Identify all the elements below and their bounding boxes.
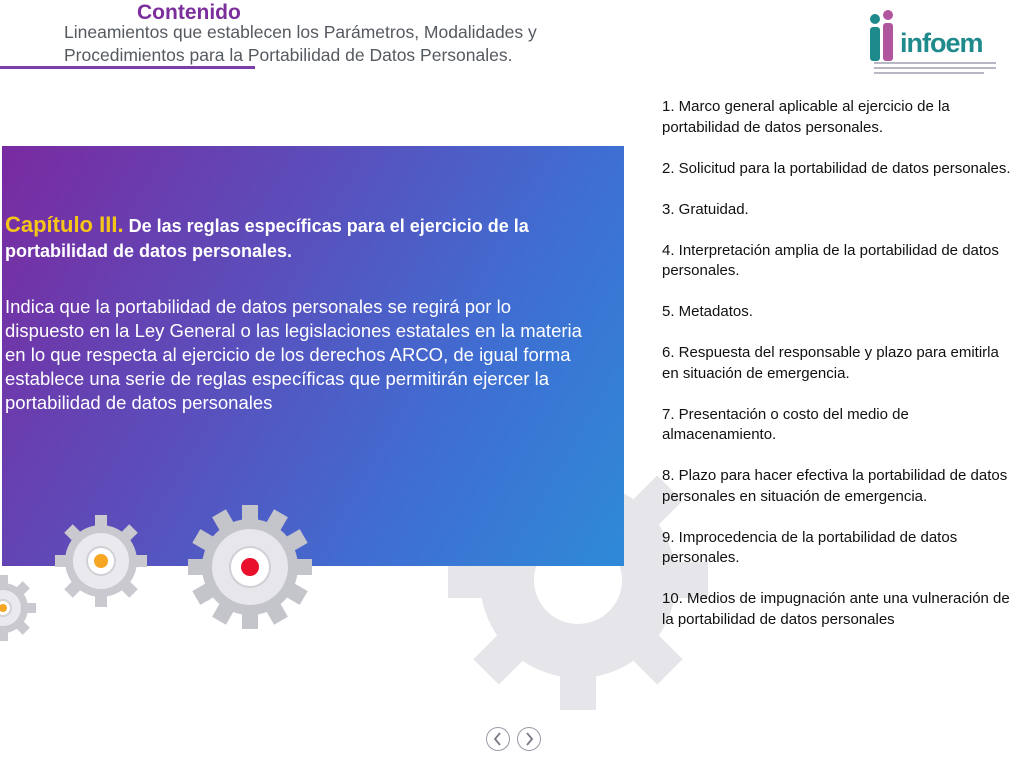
next-button[interactable] — [517, 727, 541, 751]
chapter-heading — [5, 212, 595, 264]
title-underline — [0, 66, 255, 69]
logo-fine-print — [874, 72, 984, 74]
list-item: 1. Marco general aplicable al ejercicio de la portabilidad de datos personales. — [662, 98, 950, 136]
gear-partial-icon — [0, 575, 36, 641]
list-item: 8. Plazo para hacer efectiva la portabilidad de datos personales en situación de emergencia. — [662, 467, 1008, 505]
list-item: 2. Solicitud para la portabilidad de datos personales. — [662, 159, 1011, 177]
list-item: 10. Medios de impugnación ante una vulneración de la portabilidad de datos personales — [662, 590, 1010, 628]
chapter-label: Capítulo III. — [5, 212, 124, 237]
list-item: 6. Respuesta del responsable y plazo para emitirla en situación de emergencia. — [662, 344, 999, 382]
page-subtitle: Lineamientos que establecen los Parámetros, Modalidades y Procedimientos para la Portabilidad de Datos Personales. — [64, 22, 537, 65]
prev-button[interactable] — [486, 727, 510, 751]
logo-fine-print — [874, 67, 996, 69]
chapter-description: Indica que la portabilidad de datos personales se regirá por lo dispuesto en la Ley General o las legislaciones estatales en la materia en lo que respecta al ejercicio de los derechos ARCO, de igual forma establece una serie de reglas específicas que permitirán ejercer la portabilidad de datos personales — [5, 296, 582, 413]
chevron-right-icon — [523, 732, 535, 746]
page-title: Contenido — [137, 1, 241, 24]
gear-red-icon — [188, 505, 312, 629]
infoem-logo — [866, 10, 996, 76]
list-item: 4. Interpretación amplia de la portabilidad de datos personales. — [662, 241, 999, 279]
gear-orange-icon — [55, 515, 147, 607]
list-item: 9. Improcedencia de la portabilidad de datos personales. — [662, 528, 958, 566]
list-item: 5. Metadatos. — [662, 303, 753, 320]
list-item: 3. Gratuidad. — [662, 200, 749, 218]
chapter-title: De las reglas específicas para el ejercicio de la portabilidad de datos personales. — [5, 216, 529, 261]
logo-fine-print — [874, 62, 996, 64]
logo-text: infoem — [900, 28, 983, 58]
list-item: 7. Presentación o costo del medio de almacenamiento. — [662, 405, 909, 443]
topics-list — [662, 97, 1014, 651]
chevron-left-icon — [492, 732, 504, 746]
